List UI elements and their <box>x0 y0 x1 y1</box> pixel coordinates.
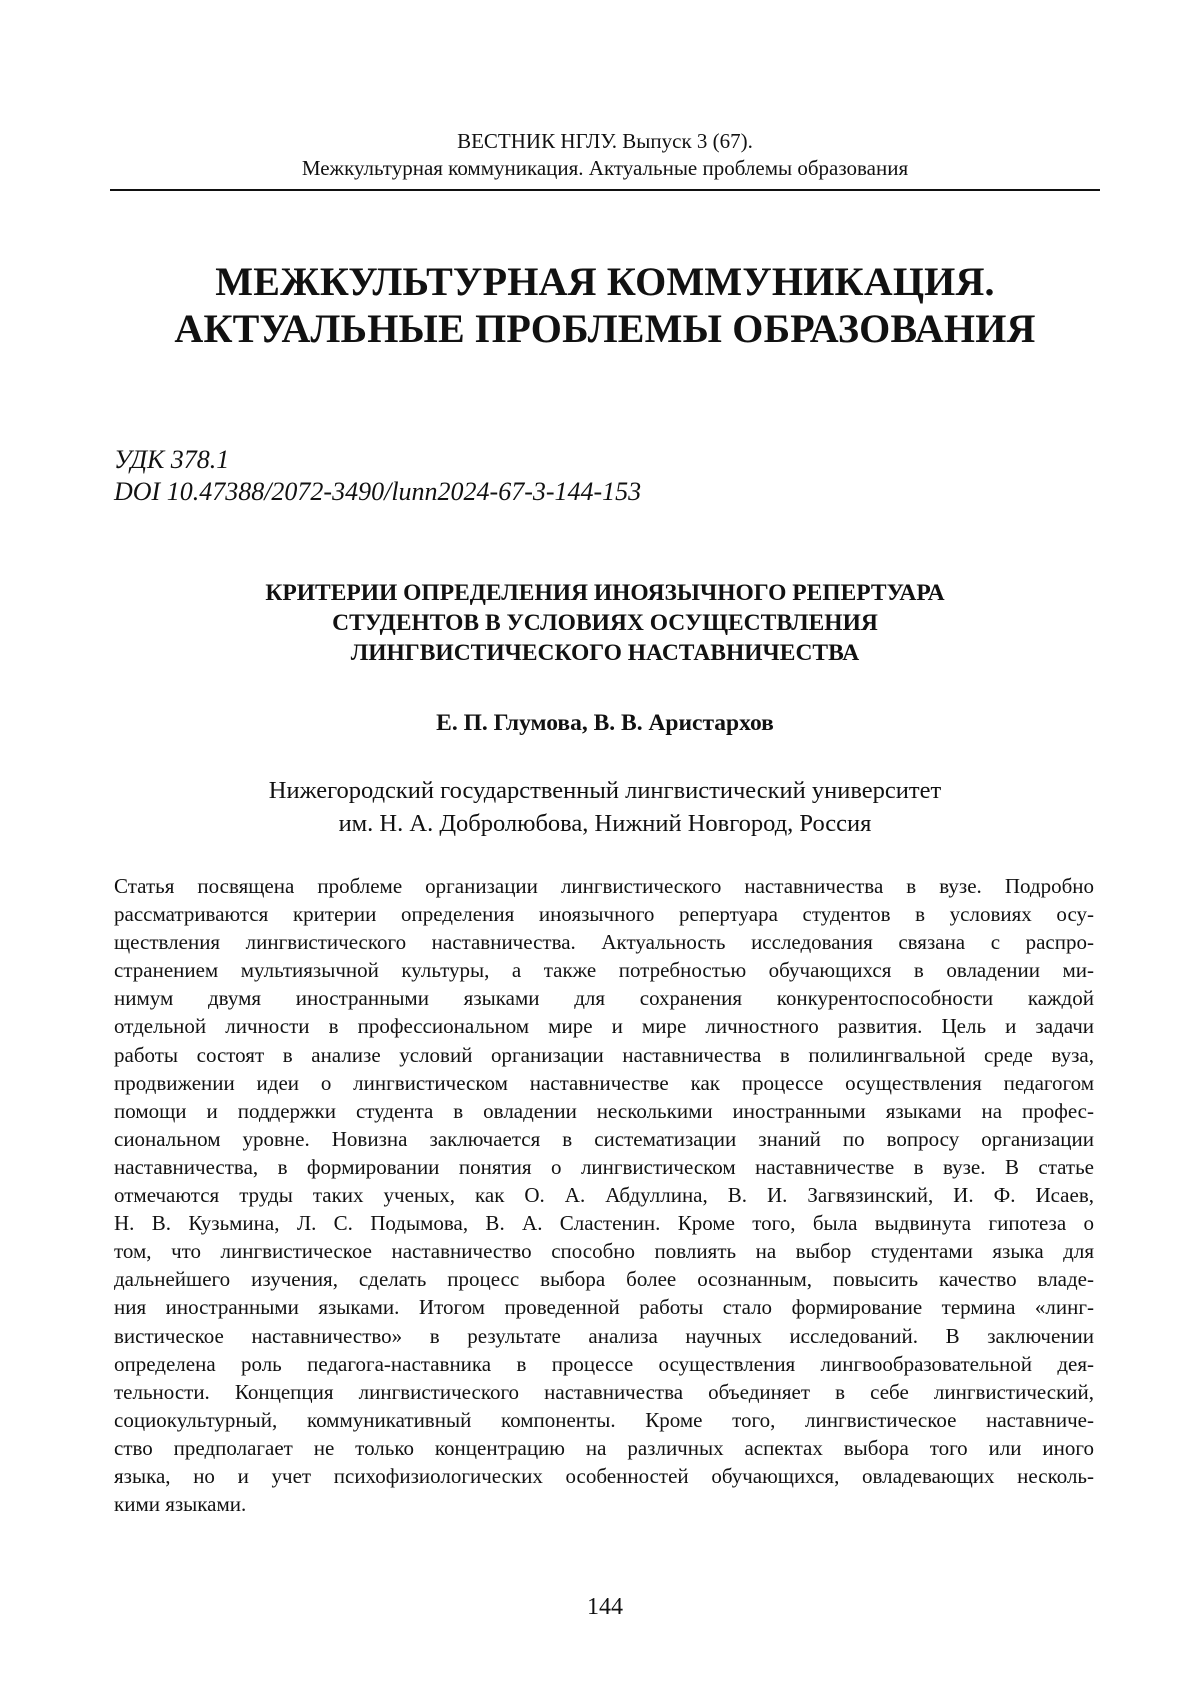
abstract-line: Статья посвящена проблеме организации лингвистического наставничества в вузе. Подробно <box>114 872 1094 900</box>
header-rule <box>110 189 1100 191</box>
abstract-line: продвижении идеи о лингвистическом наставничестве как процессе осуществления педагогом <box>114 1069 1094 1097</box>
abstract-line: определена роль педагога-наставника в процессе осуществления лингвообразовательной дея- <box>114 1350 1094 1378</box>
authors: Е. П. Глумова, В. В. Аристархов <box>110 708 1100 738</box>
abstract-line: тельности. Концепция лингвистического наставничества объединяет в себе лингвистический, <box>114 1378 1094 1406</box>
abstract-line: нимум двумя иностранными языками для сохранения конкурентоспособности каждой <box>114 984 1094 1012</box>
abstract-line: кими языками. <box>114 1490 1094 1518</box>
journal-section: Межкультурная коммуникация. Актуальные проблемы образования <box>110 155 1100 182</box>
article-title <box>110 578 1100 668</box>
abstract-line: наставничества, в формировании понятия о лингвистическом наставничестве в вузе. В статье <box>114 1153 1094 1181</box>
article-title-line-2: СТУДЕНТОВ В УСЛОВИЯХ ОСУЩЕСТВЛЕНИЯ <box>110 608 1100 638</box>
affiliation-line-1: Нижегородский государственный лингвистический университет <box>110 774 1100 807</box>
abstract-line: отдельной личности в профессиональном мире и мире личностного развития. Цель и задачи <box>114 1012 1094 1040</box>
affiliation <box>110 774 1100 840</box>
abstract-line: работы состоят в анализе условий организации наставничества в полилингвальной среде вуза, <box>114 1041 1094 1069</box>
abstract-line: ния иностранными языками. Итогом проведенной работы стало формирование термина «линг- <box>114 1293 1094 1321</box>
page-number: 144 <box>110 1592 1100 1622</box>
abstract-line: ществления лингвистического наставничества. Актуальность исследования связана с распро- <box>114 928 1094 956</box>
running-head <box>110 128 1100 182</box>
abstract-line: ство предполагает не только концентрацию на различных аспектах выбора того или иного <box>114 1434 1094 1462</box>
abstract <box>114 872 1094 1518</box>
abstract-line: Н. В. Кузьмина, Л. С. Подымова, В. А. Сластенин. Кроме того, была выдвинута гипотеза о <box>114 1209 1094 1237</box>
abstract-line: помощи и поддержки студента в овладении несколькими иностранными языками на профес- <box>114 1097 1094 1125</box>
abstract-line: дальнейшего изучения, сделать процесс выбора более осознанным, повысить качество владе- <box>114 1265 1094 1293</box>
abstract-line: том, что лингвистическое наставничество способно повлиять на выбор студентами языка для <box>114 1237 1094 1265</box>
abstract-line: странением мультиязычной культуры, а также потребностью обучающихся в овладении ми- <box>114 956 1094 984</box>
abstract-line: сиональном уровне. Новизна заключается в систематизации знаний по вопросу организации <box>114 1125 1094 1153</box>
article-identifiers <box>114 444 641 508</box>
section-title-line-1: МЕЖКУЛЬТУРНАЯ КОММУНИКАЦИЯ. <box>110 258 1100 305</box>
article-title-line-3: ЛИНГВИСТИЧЕСКОГО НАСТАВНИЧЕСТВА <box>110 638 1100 668</box>
abstract-line: отмечаются труды таких ученых, как О. А. Абдуллина, В. И. Загвязинский, И. Ф. Исаев, <box>114 1181 1094 1209</box>
abstract-line: языка, но и учет психофизиологических особенностей обучающихся, овладевающих несколь- <box>114 1462 1094 1490</box>
abstract-line: социокультурный, коммуникативный компоненты. Кроме того, лингвистическое наставниче- <box>114 1406 1094 1434</box>
section-title <box>110 258 1100 352</box>
journal-issue: ВЕСТНИК НГЛУ. Выпуск 3 (67). <box>110 128 1100 155</box>
udk-code: УДК 378.1 <box>114 444 641 476</box>
abstract-line: вистическое наставничество» в результате анализа научных исследований. В заключении <box>114 1322 1094 1350</box>
doi-code: DOI 10.47388/2072-3490/lunn2024-67-3-144-153 <box>114 476 641 508</box>
affiliation-line-2: им. Н. А. Добролюбова, Нижний Новгород, Россия <box>110 807 1100 840</box>
article-title-line-1: КРИТЕРИИ ОПРЕДЕЛЕНИЯ ИНОЯЗЫЧНОГО РЕПЕРТУАРА <box>110 578 1100 608</box>
abstract-line: рассматриваются критерии определения иноязычного репертуара студентов в условиях осу- <box>114 900 1094 928</box>
section-title-line-2: АКТУАЛЬНЫЕ ПРОБЛЕМЫ ОБРАЗОВАНИЯ <box>110 305 1100 352</box>
